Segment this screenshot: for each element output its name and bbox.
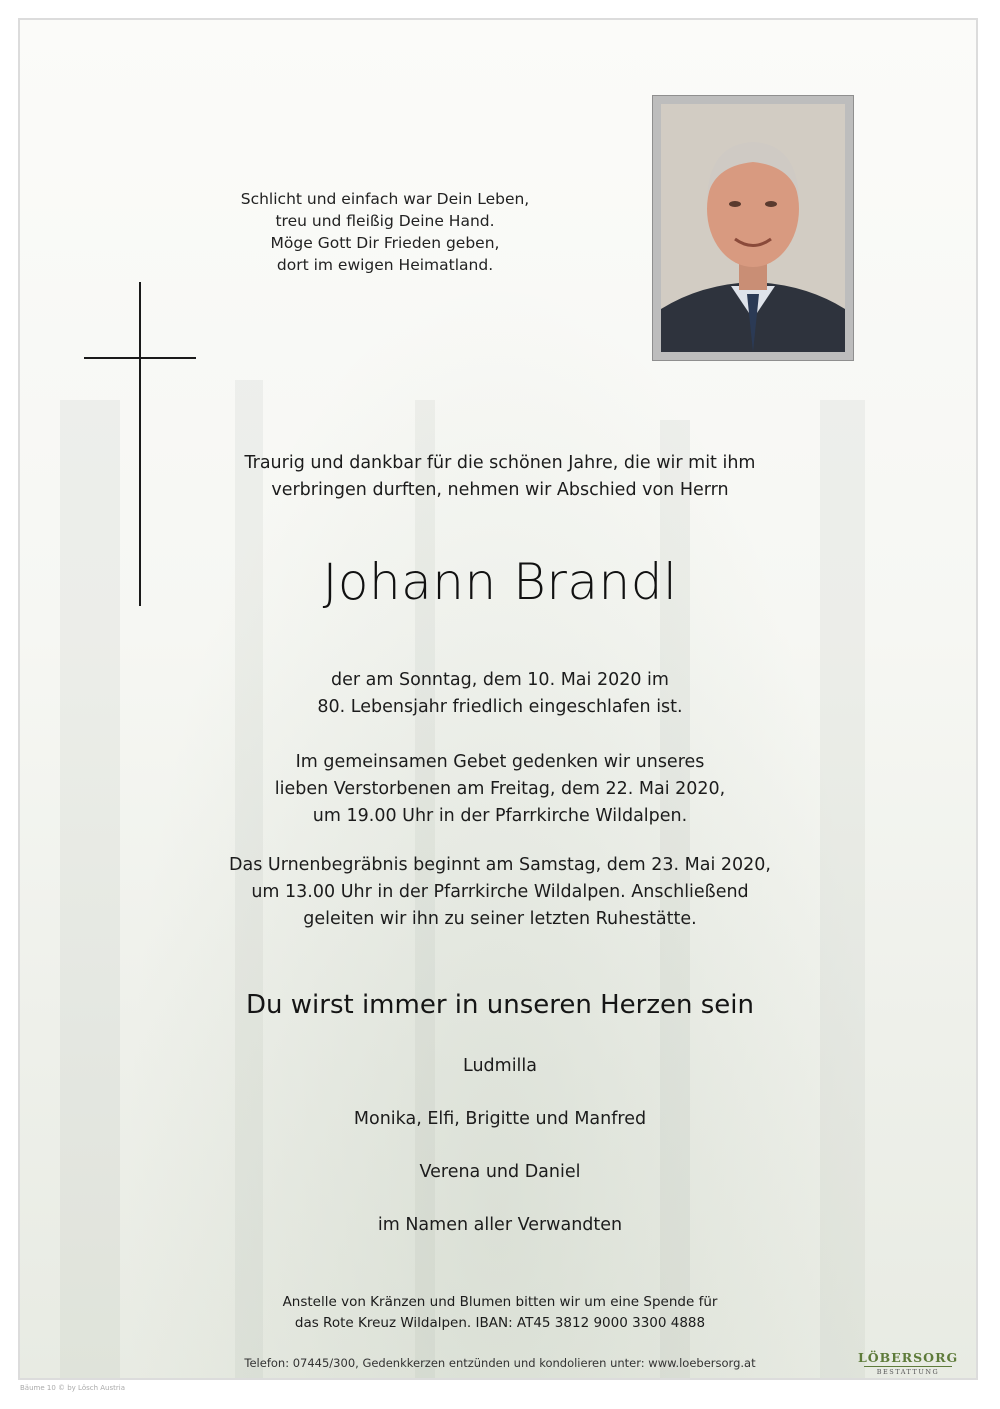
death-notice: der am Sonntag, dem 10. Mai 2020 im 80. Lebensjahr friedlich eingeschlafen ist.: [317, 670, 683, 717]
prayer-notice: Im gemeinsamen Gebet gedenken wir unseres lieben Verstorbenen am Freitag, dem 22. Mai 2020, um 19.00 Uhr in der Pfarrkirche Wildalpen.: [274, 752, 726, 826]
burial-notice: Das Urnenbegräbnis beginnt am Samstag, dem 23. Mai 2020, um 13.00 Uhr in der Pfarrkirche Wildalpen. Anschließend geleiten wir ihn zu seiner letzten Ruhestätte.: [229, 855, 771, 929]
motto: Du wirst immer in unseren Herzen sein: [246, 990, 754, 1020]
cross-horizontal: [84, 357, 196, 359]
logo-subtitle: BESTATTUNG: [876, 1368, 940, 1376]
logo-name: LÖBERSORG: [858, 1350, 959, 1365]
family-line: Monika, Elfi, Brigitte und Manfred: [353, 1109, 647, 1129]
family-line: im Namen aller Verwandten: [377, 1215, 623, 1235]
portrait-image: [661, 104, 845, 352]
portrait-photo: [652, 95, 854, 361]
poem-line: treu und fleißig Deine Hand.: [275, 212, 495, 230]
intro-text: Traurig und dankbar für die schönen Jahre, die wir mit ihm verbringen durften, nehmen wir Abschied von Herrn: [244, 453, 756, 500]
donation-note: Anstelle von Kränzen und Blumen bitten wir um eine Spende für das Rote Kreuz Wildalpen. IBAN: AT45 3812 9000 3300 4888: [282, 1294, 718, 1331]
contact-line: Telefon: 07445/300, Gedenkkerzen entzünden und kondolieren unter: www.loebersorg.at: [244, 1356, 756, 1370]
poem-line: Schlicht und einfach war Dein Leben,: [240, 190, 530, 208]
family-line: Ludmilla: [463, 1056, 537, 1076]
family-line: Verena und Daniel: [419, 1162, 581, 1182]
obituary-card: [18, 18, 978, 1380]
image-credit: Bäume 10 © by Lösch Austria: [20, 1384, 125, 1392]
poem-line: dort im ewigen Heimatland.: [276, 256, 494, 274]
funeral-home-logo: [858, 1350, 958, 1376]
poem-line: Möge Gott Dir Frieden geben,: [270, 234, 500, 252]
deceased-name: Johann Brandl: [322, 553, 678, 611]
poem: [220, 188, 550, 276]
